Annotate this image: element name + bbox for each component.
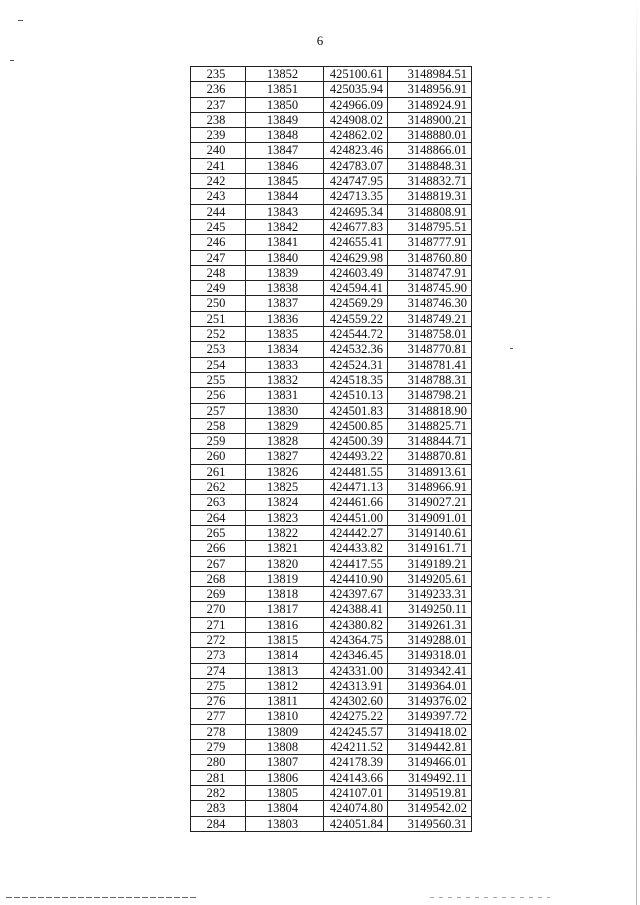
x-coordinate-cell: 424629.98: [324, 250, 388, 265]
x-coordinate-cell: 424500.85: [324, 418, 388, 433]
y-coordinate-cell: 3148848.31: [388, 158, 472, 173]
y-coordinate-cell: 3148825.71: [388, 418, 472, 433]
table-row: [191, 801, 472, 816]
y-coordinate-cell: 3148818.90: [388, 403, 472, 418]
point-index-cell: 283: [191, 801, 246, 816]
point-index-cell: 240: [191, 143, 246, 158]
table-row: [191, 128, 472, 143]
point-id-cell: 13847: [246, 143, 324, 158]
point-index-cell: 275: [191, 678, 246, 693]
x-coordinate-cell: 424695.34: [324, 204, 388, 219]
x-coordinate-cell: 424713.35: [324, 189, 388, 204]
x-coordinate-cell: 424364.75: [324, 632, 388, 647]
point-id-cell: 13828: [246, 434, 324, 449]
table-row: [191, 67, 472, 82]
y-coordinate-cell: 3149466.01: [388, 755, 472, 770]
table-row: [191, 311, 472, 326]
table-row: [191, 785, 472, 800]
x-coordinate-cell: 424451.00: [324, 510, 388, 525]
point-id-cell: 13835: [246, 327, 324, 342]
y-coordinate-cell: 3149091.01: [388, 510, 472, 525]
point-id-cell: 13838: [246, 281, 324, 296]
y-coordinate-cell: 3149189.21: [388, 556, 472, 571]
point-index-cell: 253: [191, 342, 246, 357]
x-coordinate-cell: 424655.41: [324, 235, 388, 250]
x-coordinate-cell: 424862.02: [324, 128, 388, 143]
table-row: [191, 265, 472, 280]
point-index-cell: 250: [191, 296, 246, 311]
y-coordinate-cell: 3148900.21: [388, 112, 472, 127]
point-index-cell: 252: [191, 327, 246, 342]
x-coordinate-cell: 424178.39: [324, 755, 388, 770]
point-id-cell: 13818: [246, 587, 324, 602]
table-row: [191, 678, 472, 693]
table-row: [191, 495, 472, 510]
table-row: [191, 204, 472, 219]
x-coordinate-cell: 424747.95: [324, 174, 388, 189]
point-index-cell: 281: [191, 770, 246, 785]
table-row: [191, 342, 472, 357]
point-index-cell: 272: [191, 632, 246, 647]
x-coordinate-cell: 424442.27: [324, 525, 388, 540]
y-coordinate-cell: 3149233.31: [388, 587, 472, 602]
x-coordinate-cell: 424603.49: [324, 265, 388, 280]
table-row: [191, 663, 472, 678]
x-coordinate-cell: 424569.29: [324, 296, 388, 311]
point-index-cell: 254: [191, 357, 246, 372]
point-index-cell: 257: [191, 403, 246, 418]
point-id-cell: 13846: [246, 158, 324, 173]
table-row: [191, 755, 472, 770]
x-coordinate-cell: 424211.52: [324, 740, 388, 755]
point-index-cell: 258: [191, 418, 246, 433]
point-index-cell: 235: [191, 67, 246, 82]
point-id-cell: 13844: [246, 189, 324, 204]
x-coordinate-cell: 424313.91: [324, 678, 388, 693]
table-row: [191, 189, 472, 204]
point-index-cell: 269: [191, 587, 246, 602]
point-index-cell: 270: [191, 602, 246, 617]
point-id-cell: 13849: [246, 112, 324, 127]
y-coordinate-cell: 3148777.91: [388, 235, 472, 250]
table-row: [191, 372, 472, 387]
point-index-cell: 241: [191, 158, 246, 173]
table-row: [191, 770, 472, 785]
table-row: [191, 480, 472, 495]
y-coordinate-cell: 3148956.91: [388, 82, 472, 97]
x-coordinate-cell: 424559.22: [324, 311, 388, 326]
point-id-cell: 13840: [246, 250, 324, 265]
y-coordinate-cell: 3148866.01: [388, 143, 472, 158]
point-index-cell: 251: [191, 311, 246, 326]
y-coordinate-cell: 3148832.71: [388, 174, 472, 189]
point-id-cell: 13852: [246, 67, 324, 82]
y-coordinate-cell: 3148770.81: [388, 342, 472, 357]
point-index-cell: 263: [191, 495, 246, 510]
y-coordinate-cell: 3148747.91: [388, 265, 472, 280]
table-row: [191, 403, 472, 418]
table-row: [191, 250, 472, 265]
y-coordinate-cell: 3148984.51: [388, 67, 472, 82]
x-coordinate-cell: 424346.45: [324, 648, 388, 663]
point-index-cell: 262: [191, 480, 246, 495]
point-index-cell: 268: [191, 571, 246, 586]
x-coordinate-cell: 424518.35: [324, 372, 388, 387]
point-index-cell: 236: [191, 82, 246, 97]
table-row: [191, 97, 472, 112]
point-id-cell: 13810: [246, 709, 324, 724]
x-coordinate-cell: 424461.66: [324, 495, 388, 510]
y-coordinate-cell: 3149442.81: [388, 740, 472, 755]
point-index-cell: 277: [191, 709, 246, 724]
table-row: [191, 510, 472, 525]
point-id-cell: 13821: [246, 541, 324, 556]
x-coordinate-cell: 424966.09: [324, 97, 388, 112]
point-id-cell: 13820: [246, 556, 324, 571]
x-coordinate-cell: 424380.82: [324, 617, 388, 632]
y-coordinate-cell: 3149288.01: [388, 632, 472, 647]
x-coordinate-cell: 424493.22: [324, 449, 388, 464]
table-row: [191, 219, 472, 234]
table-row: [191, 709, 472, 724]
x-coordinate-cell: 424501.83: [324, 403, 388, 418]
y-coordinate-cell: 3148870.81: [388, 449, 472, 464]
x-coordinate-cell: 424074.80: [324, 801, 388, 816]
footer-rule: [6, 897, 196, 898]
point-index-cell: 249: [191, 281, 246, 296]
point-index-cell: 264: [191, 510, 246, 525]
point-id-cell: 13812: [246, 678, 324, 693]
table-row: [191, 296, 472, 311]
point-id-cell: 13850: [246, 97, 324, 112]
x-coordinate-cell: 424500.39: [324, 434, 388, 449]
x-coordinate-cell: 424143.66: [324, 770, 388, 785]
table-row: [191, 434, 472, 449]
x-coordinate-cell: 424051.84: [324, 816, 388, 831]
y-coordinate-cell: 3149364.01: [388, 678, 472, 693]
table-row: [191, 694, 472, 709]
table-row: [191, 602, 472, 617]
point-id-cell: 13805: [246, 785, 324, 800]
x-coordinate-cell: 424471.13: [324, 480, 388, 495]
table-row: [191, 418, 472, 433]
point-id-cell: 13817: [246, 602, 324, 617]
y-coordinate-cell: 3149560.31: [388, 816, 472, 831]
point-index-cell: 284: [191, 816, 246, 831]
point-id-cell: 13806: [246, 770, 324, 785]
x-coordinate-cell: 424433.82: [324, 541, 388, 556]
x-coordinate-cell: 424275.22: [324, 709, 388, 724]
table-row: [191, 617, 472, 632]
table-row: [191, 327, 472, 342]
point-index-cell: 261: [191, 464, 246, 479]
x-coordinate-cell: 424524.31: [324, 357, 388, 372]
point-id-cell: 13803: [246, 816, 324, 831]
point-id-cell: 13829: [246, 418, 324, 433]
y-coordinate-cell: 3149397.72: [388, 709, 472, 724]
x-coordinate-cell: 424510.13: [324, 388, 388, 403]
table-row: [191, 388, 472, 403]
point-index-cell: 242: [191, 174, 246, 189]
point-id-cell: 13836: [246, 311, 324, 326]
table-body: [191, 67, 472, 832]
page-edge: [636, 0, 637, 905]
page-number: 6: [316, 33, 324, 48]
point-index-cell: 239: [191, 128, 246, 143]
point-id-cell: 13819: [246, 571, 324, 586]
y-coordinate-cell: 3148781.41: [388, 357, 472, 372]
point-id-cell: 13851: [246, 82, 324, 97]
point-id-cell: 13804: [246, 801, 324, 816]
point-id-cell: 13826: [246, 464, 324, 479]
x-coordinate-cell: 424388.41: [324, 602, 388, 617]
point-index-cell: 260: [191, 449, 246, 464]
point-id-cell: 13824: [246, 495, 324, 510]
table-row: [191, 449, 472, 464]
y-coordinate-cell: 3148746.30: [388, 296, 472, 311]
x-coordinate-cell: 424544.72: [324, 327, 388, 342]
y-coordinate-cell: 3149492.11: [388, 770, 472, 785]
point-index-cell: 276: [191, 694, 246, 709]
point-index-cell: 247: [191, 250, 246, 265]
y-coordinate-cell: 3148819.31: [388, 189, 472, 204]
scan-mark: [10, 60, 14, 61]
point-index-cell: 245: [191, 219, 246, 234]
table-row: [191, 541, 472, 556]
point-id-cell: 13833: [246, 357, 324, 372]
y-coordinate-cell: 3149161.71: [388, 541, 472, 556]
point-id-cell: 13823: [246, 510, 324, 525]
point-id-cell: 13822: [246, 525, 324, 540]
footer-rule: [430, 897, 550, 898]
point-index-cell: 255: [191, 372, 246, 387]
point-index-cell: 265: [191, 525, 246, 540]
point-index-cell: 278: [191, 724, 246, 739]
point-id-cell: 13845: [246, 174, 324, 189]
y-coordinate-cell: 3148758.01: [388, 327, 472, 342]
y-coordinate-cell: 3148760.80: [388, 250, 472, 265]
point-index-cell: 244: [191, 204, 246, 219]
y-coordinate-cell: 3149250.11: [388, 602, 472, 617]
point-id-cell: 13813: [246, 663, 324, 678]
point-index-cell: 282: [191, 785, 246, 800]
point-id-cell: 13814: [246, 648, 324, 663]
point-id-cell: 13841: [246, 235, 324, 250]
table-row: [191, 556, 472, 571]
coordinates-table: [190, 66, 472, 832]
y-coordinate-cell: 3148913.61: [388, 464, 472, 479]
x-coordinate-cell: 424823.46: [324, 143, 388, 158]
x-coordinate-cell: 424908.02: [324, 112, 388, 127]
y-coordinate-cell: 3148844.71: [388, 434, 472, 449]
table-row: [191, 571, 472, 586]
y-coordinate-cell: 3148798.21: [388, 388, 472, 403]
point-id-cell: 13839: [246, 265, 324, 280]
point-index-cell: 267: [191, 556, 246, 571]
x-coordinate-cell: 424245.57: [324, 724, 388, 739]
scan-mark: [18, 20, 23, 21]
y-coordinate-cell: 3149376.02: [388, 694, 472, 709]
x-coordinate-cell: 424783.07: [324, 158, 388, 173]
y-coordinate-cell: 3149542.02: [388, 801, 472, 816]
x-coordinate-cell: 424302.60: [324, 694, 388, 709]
point-id-cell: 13827: [246, 449, 324, 464]
x-coordinate-cell: 424107.01: [324, 785, 388, 800]
y-coordinate-cell: 3148924.91: [388, 97, 472, 112]
point-index-cell: 279: [191, 740, 246, 755]
table-row: [191, 143, 472, 158]
x-coordinate-cell: 424532.36: [324, 342, 388, 357]
point-id-cell: 13848: [246, 128, 324, 143]
point-id-cell: 13843: [246, 204, 324, 219]
y-coordinate-cell: 3148966.91: [388, 480, 472, 495]
y-coordinate-cell: 3149519.81: [388, 785, 472, 800]
x-coordinate-cell: 424481.55: [324, 464, 388, 479]
table-row: [191, 357, 472, 372]
point-id-cell: 13809: [246, 724, 324, 739]
table-row: [191, 82, 472, 97]
table-row: [191, 740, 472, 755]
point-index-cell: 248: [191, 265, 246, 280]
y-coordinate-cell: 3149140.61: [388, 525, 472, 540]
point-index-cell: 259: [191, 434, 246, 449]
y-coordinate-cell: 3149261.31: [388, 617, 472, 632]
point-id-cell: 13832: [246, 372, 324, 387]
y-coordinate-cell: 3148788.31: [388, 372, 472, 387]
y-coordinate-cell: 3149418.02: [388, 724, 472, 739]
x-coordinate-cell: 424410.90: [324, 571, 388, 586]
table-row: [191, 816, 472, 831]
point-index-cell: 280: [191, 755, 246, 770]
table-row: [191, 724, 472, 739]
scan-mark: [510, 348, 513, 349]
y-coordinate-cell: 3149342.41: [388, 663, 472, 678]
x-coordinate-cell: 424594.41: [324, 281, 388, 296]
point-id-cell: 13808: [246, 740, 324, 755]
table-row: [191, 632, 472, 647]
point-id-cell: 13837: [246, 296, 324, 311]
point-index-cell: 274: [191, 663, 246, 678]
point-index-cell: 238: [191, 112, 246, 127]
x-coordinate-cell: 424397.67: [324, 587, 388, 602]
y-coordinate-cell: 3148745.90: [388, 281, 472, 296]
y-coordinate-cell: 3149205.61: [388, 571, 472, 586]
table-row: [191, 648, 472, 663]
point-index-cell: 271: [191, 617, 246, 632]
point-id-cell: 13811: [246, 694, 324, 709]
x-coordinate-cell: 424331.00: [324, 663, 388, 678]
point-index-cell: 237: [191, 97, 246, 112]
point-id-cell: 13825: [246, 480, 324, 495]
table-row: [191, 525, 472, 540]
point-index-cell: 243: [191, 189, 246, 204]
table-row: [191, 281, 472, 296]
point-id-cell: 13807: [246, 755, 324, 770]
table-row: [191, 158, 472, 173]
y-coordinate-cell: 3148795.51: [388, 219, 472, 234]
table-row: [191, 174, 472, 189]
point-id-cell: 13816: [246, 617, 324, 632]
x-coordinate-cell: 425035.94: [324, 82, 388, 97]
x-coordinate-cell: 424417.55: [324, 556, 388, 571]
point-id-cell: 13815: [246, 632, 324, 647]
point-id-cell: 13842: [246, 219, 324, 234]
point-index-cell: 246: [191, 235, 246, 250]
point-id-cell: 13834: [246, 342, 324, 357]
table-row: [191, 464, 472, 479]
point-id-cell: 13830: [246, 403, 324, 418]
x-coordinate-cell: 424677.83: [324, 219, 388, 234]
table-row: [191, 587, 472, 602]
point-index-cell: 266: [191, 541, 246, 556]
x-coordinate-cell: 425100.61: [324, 67, 388, 82]
point-index-cell: 256: [191, 388, 246, 403]
y-coordinate-cell: 3148749.21: [388, 311, 472, 326]
table-row: [191, 112, 472, 127]
y-coordinate-cell: 3149318.01: [388, 648, 472, 663]
point-id-cell: 13831: [246, 388, 324, 403]
point-index-cell: 273: [191, 648, 246, 663]
y-coordinate-cell: 3149027.21: [388, 495, 472, 510]
y-coordinate-cell: 3148808.91: [388, 204, 472, 219]
table-row: [191, 235, 472, 250]
y-coordinate-cell: 3148880.01: [388, 128, 472, 143]
